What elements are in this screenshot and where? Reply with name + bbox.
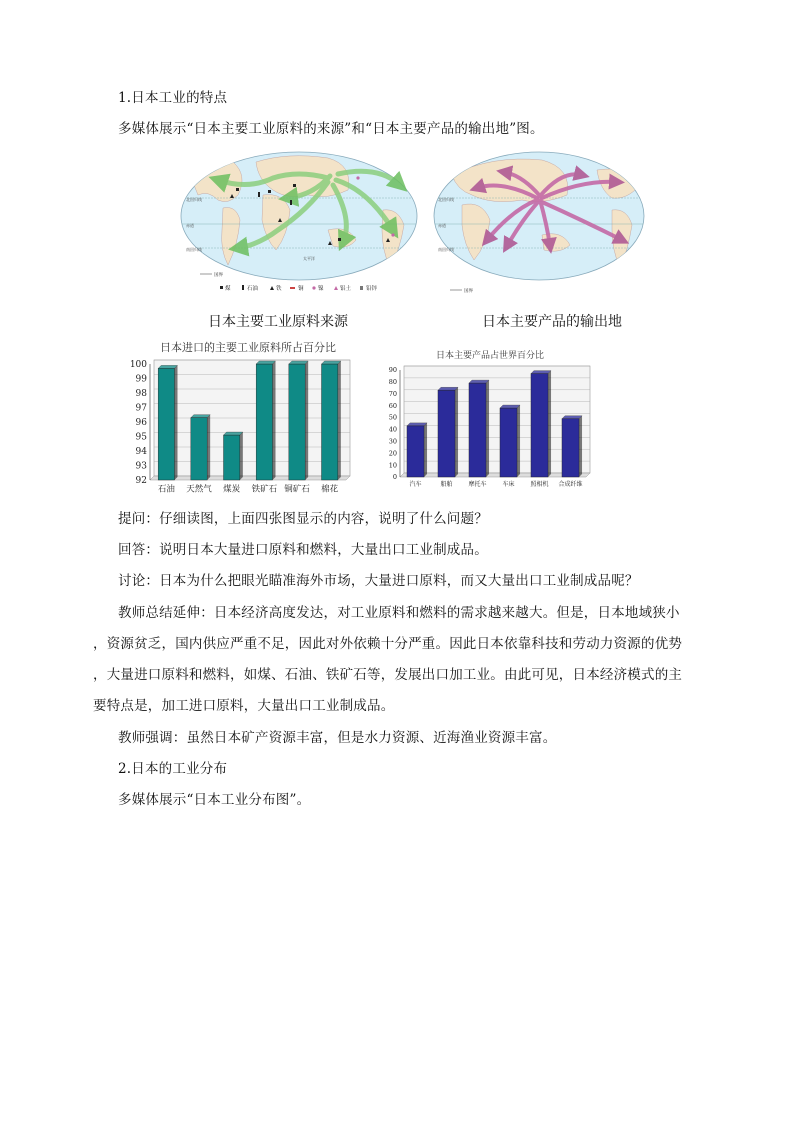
product-export-map bbox=[432, 150, 646, 298]
caption-right-map: 日本主要产品的输出地 bbox=[482, 314, 622, 330]
c2-category-label: 合成纤维 bbox=[558, 481, 583, 488]
c2-category-label: 汽车 bbox=[409, 481, 422, 488]
c2-y-tick-label: 20 bbox=[388, 449, 397, 458]
c2-bar bbox=[438, 387, 458, 477]
c1-bar bbox=[158, 365, 177, 480]
equator-label-right: 赤道 bbox=[438, 223, 446, 228]
c1-y-tick-label: 98 bbox=[135, 389, 147, 399]
c2-bar bbox=[562, 416, 582, 477]
summary-line-4: 要特点是，加工进口原料，大量出口工业制成品。 bbox=[93, 698, 395, 714]
c2-floor bbox=[400, 473, 590, 477]
c2-y-tick-label: 50 bbox=[388, 413, 397, 422]
resource-legend bbox=[220, 284, 378, 292]
c1-y-tick-label: 97 bbox=[135, 403, 147, 414]
chart2-title: 日本主要产品占世界百分比 bbox=[435, 351, 545, 361]
section-heading-1: 1.日本工业的特点 bbox=[118, 90, 228, 106]
section-heading-2: 2.日本的工业分布 bbox=[118, 761, 228, 777]
summary-line-2: ，资源贫乏，国内供应严重不足，因此对外依赖十分严重。因此日本依靠科技和劳动力资源的优势 bbox=[93, 636, 683, 652]
c2-category-label: 车床 bbox=[502, 481, 515, 488]
legend-nickel: 镍 bbox=[318, 286, 324, 292]
c1-floor bbox=[150, 476, 350, 480]
raw-material-source-map bbox=[178, 150, 420, 298]
c2-y-tick-label: 40 bbox=[388, 425, 397, 434]
c1-y-tick-label: 93 bbox=[135, 461, 147, 472]
c2-bar bbox=[407, 423, 427, 477]
c2-y-tick-label: 70 bbox=[388, 389, 397, 398]
c2-y-tick-label: 60 bbox=[388, 401, 397, 410]
intro-paragraph-1: 多媒体展示“日本主要工业原料的来源”和“日本主要产品的输出地”图。 bbox=[118, 121, 544, 137]
tropic-south-label-right: 南回归线 bbox=[438, 247, 454, 252]
c1-y-tick-label: 95 bbox=[135, 432, 147, 443]
c2-bar bbox=[500, 405, 520, 477]
c1-category-label: 铁矿石 bbox=[251, 484, 278, 495]
c2-category-label: 照相机 bbox=[530, 481, 549, 488]
equator-label: 赤道 bbox=[186, 223, 194, 228]
c2-y-tick-label: 10 bbox=[388, 461, 397, 470]
ocean-label: 太平洋 bbox=[303, 256, 315, 261]
c1-category-label: 铜矿石 bbox=[284, 484, 310, 495]
discussion-paragraph: 讨论：日本为什么把眼光瞄准海外市场，大量进口原料，而又大量出口工业制成品呢？ bbox=[118, 573, 639, 589]
c1-category-label: 棉花 bbox=[321, 484, 339, 495]
legend-copper: 铜 bbox=[298, 286, 304, 292]
c2-y-tick-label: 30 bbox=[388, 437, 397, 446]
chart1-title: 日本进口的主要工业原料所占百分比 bbox=[160, 341, 336, 354]
emphasis-paragraph: 教师强调：虽然日本矿产资源丰富，但是水力资源、近海渔业资源丰富。 bbox=[118, 730, 557, 746]
c1-y-tick-label: 100 bbox=[129, 360, 147, 370]
c1-bar bbox=[322, 361, 341, 480]
c1-bar bbox=[289, 361, 308, 480]
summary-line-3: ，大量进口原料和燃料，如煤、石油、铁矿石等，发展出口加工业。由此可见，日本经济模式的主 bbox=[93, 667, 683, 683]
c1-y-tick-label: 94 bbox=[135, 447, 147, 457]
tropic-north-label-right: 北回归线 bbox=[438, 197, 454, 202]
answer-paragraph: 回答：说明日本大量进口原料和燃料，大量出口工业制成品。 bbox=[118, 542, 488, 558]
c2-y-tick-label: 0 bbox=[392, 473, 397, 482]
caption-left-map: 日本主要工业原料来源 bbox=[208, 314, 348, 330]
legend-bauxite: 铝土 bbox=[340, 286, 352, 292]
border-legend-right: 国界 bbox=[464, 289, 473, 294]
c1-bar bbox=[256, 361, 275, 480]
legend-coal: 煤 bbox=[225, 286, 231, 292]
c1-y-tick-label: 92 bbox=[135, 476, 147, 486]
c2-y-tick-label: 80 bbox=[388, 378, 397, 387]
c1-y-tick-label: 96 bbox=[135, 418, 147, 428]
legend-lead-zinc: 铅锌 bbox=[366, 286, 378, 292]
border-legend: 国界 bbox=[214, 273, 223, 278]
summary-line-1: 教师总结延伸：日本经济高度发达，对工业原料和燃料的需求越来越大。但是，日本地域狭小 bbox=[118, 605, 680, 621]
import-material-chart bbox=[128, 338, 356, 495]
legend-iron: 铁 bbox=[276, 286, 282, 292]
c1-category-label: 石油 bbox=[157, 484, 175, 495]
c2-y-tick-label: 90 bbox=[388, 366, 397, 375]
c1-bar bbox=[191, 415, 210, 480]
c2-category-label: 船舶 bbox=[440, 481, 453, 488]
c2-bar bbox=[469, 380, 489, 477]
intro-paragraph-2: 多媒体展示“日本工业分布图”。 bbox=[118, 792, 311, 808]
c2-bar bbox=[531, 371, 551, 477]
c1-bar bbox=[224, 432, 243, 480]
c1-y-tick-label: 99 bbox=[135, 374, 147, 385]
c1-category-label: 天然气 bbox=[186, 484, 212, 495]
tropic-south-label: 南回归线 bbox=[186, 247, 202, 252]
question-paragraph: 提问：仔细读图，上面四张图显示的内容，说明了什么问题？ bbox=[118, 511, 488, 527]
product-share-chart bbox=[382, 346, 594, 494]
tropic-north-label: 北回归线 bbox=[186, 197, 202, 202]
c1-category-label: 煤炭 bbox=[223, 484, 241, 495]
legend-oil: 石油 bbox=[247, 286, 259, 292]
c2-category-label: 摩托车 bbox=[468, 481, 487, 488]
